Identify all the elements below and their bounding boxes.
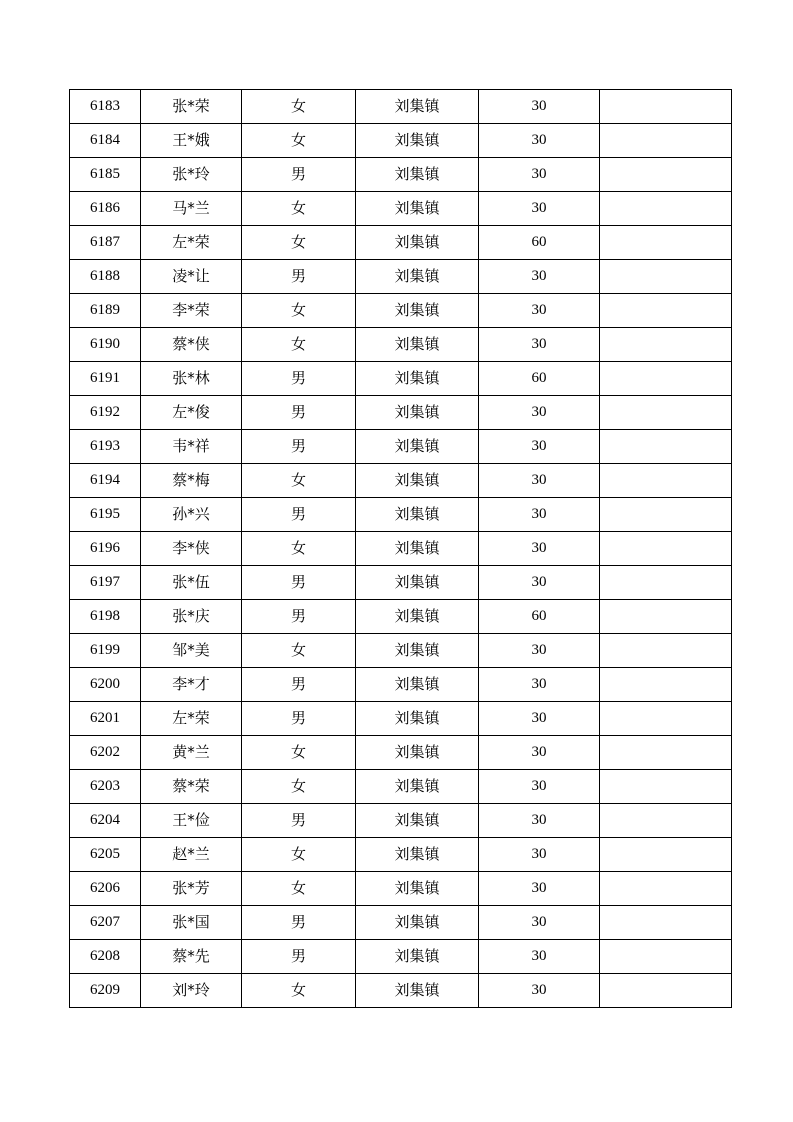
cell-note [600, 260, 732, 294]
cell-name: 左*荣 [141, 702, 242, 736]
cell-name: 张*荣 [141, 90, 242, 124]
cell-note [600, 124, 732, 158]
table-row [70, 430, 732, 464]
cell-town: 刘集镇 [356, 464, 479, 498]
cell-town: 刘集镇 [356, 736, 479, 770]
cell-sex: 女 [242, 328, 356, 362]
cell-id: 6191 [70, 362, 141, 396]
cell-town: 刘集镇 [356, 668, 479, 702]
table-row [70, 838, 732, 872]
cell-name: 黄*兰 [141, 736, 242, 770]
cell-note [600, 226, 732, 260]
cell-id: 6196 [70, 532, 141, 566]
cell-amount: 30 [479, 940, 600, 974]
table-row [70, 396, 732, 430]
cell-note [600, 362, 732, 396]
cell-sex: 男 [242, 600, 356, 634]
cell-amount: 30 [479, 634, 600, 668]
cell-note [600, 804, 732, 838]
cell-note [600, 566, 732, 600]
table-row [70, 90, 732, 124]
cell-id: 6199 [70, 634, 141, 668]
cell-sex: 男 [242, 362, 356, 396]
cell-amount: 30 [479, 974, 600, 1008]
cell-note [600, 396, 732, 430]
cell-amount: 30 [479, 702, 600, 736]
cell-amount: 30 [479, 566, 600, 600]
cell-note [600, 430, 732, 464]
table-row [70, 872, 732, 906]
cell-town: 刘集镇 [356, 362, 479, 396]
cell-id: 6205 [70, 838, 141, 872]
cell-note [600, 532, 732, 566]
cell-town: 刘集镇 [356, 532, 479, 566]
cell-sex: 女 [242, 770, 356, 804]
cell-name: 王*俭 [141, 804, 242, 838]
table-row [70, 192, 732, 226]
cell-name: 蔡*先 [141, 940, 242, 974]
table-row [70, 124, 732, 158]
table-row [70, 702, 732, 736]
cell-sex: 男 [242, 940, 356, 974]
cell-id: 6186 [70, 192, 141, 226]
cell-town: 刘集镇 [356, 498, 479, 532]
cell-town: 刘集镇 [356, 396, 479, 430]
cell-town: 刘集镇 [356, 974, 479, 1008]
cell-sex: 女 [242, 736, 356, 770]
cell-note [600, 906, 732, 940]
cell-amount: 30 [479, 124, 600, 158]
cell-name: 左*俊 [141, 396, 242, 430]
cell-id: 6209 [70, 974, 141, 1008]
cell-note [600, 736, 732, 770]
cell-note [600, 940, 732, 974]
cell-town: 刘集镇 [356, 192, 479, 226]
cell-sex: 女 [242, 872, 356, 906]
table-row [70, 566, 732, 600]
cell-town: 刘集镇 [356, 770, 479, 804]
table-row [70, 328, 732, 362]
cell-sex: 女 [242, 532, 356, 566]
table-row [70, 906, 732, 940]
cell-sex: 女 [242, 838, 356, 872]
cell-note [600, 872, 732, 906]
cell-name: 张*芳 [141, 872, 242, 906]
cell-sex: 女 [242, 974, 356, 1008]
cell-name: 马*兰 [141, 192, 242, 226]
cell-sex: 男 [242, 430, 356, 464]
cell-note [600, 192, 732, 226]
cell-id: 6208 [70, 940, 141, 974]
cell-amount: 30 [479, 906, 600, 940]
cell-amount: 30 [479, 192, 600, 226]
cell-name: 张*国 [141, 906, 242, 940]
cell-amount: 30 [479, 532, 600, 566]
cell-note [600, 158, 732, 192]
cell-amount: 30 [479, 770, 600, 804]
cell-amount: 30 [479, 498, 600, 532]
cell-town: 刘集镇 [356, 260, 479, 294]
cell-name: 王*娥 [141, 124, 242, 158]
cell-name: 蔡*梅 [141, 464, 242, 498]
cell-id: 6193 [70, 430, 141, 464]
table-row [70, 226, 732, 260]
table-row [70, 668, 732, 702]
cell-name: 孙*兴 [141, 498, 242, 532]
cell-amount: 30 [479, 872, 600, 906]
cell-town: 刘集镇 [356, 158, 479, 192]
cell-name: 张*伍 [141, 566, 242, 600]
cell-note [600, 974, 732, 1008]
cell-sex: 女 [242, 124, 356, 158]
roster-table-container [69, 89, 725, 1008]
cell-amount: 30 [479, 464, 600, 498]
cell-id: 6195 [70, 498, 141, 532]
cell-name: 刘*玲 [141, 974, 242, 1008]
cell-id: 6184 [70, 124, 141, 158]
table-row [70, 804, 732, 838]
cell-town: 刘集镇 [356, 634, 479, 668]
cell-name: 韦*祥 [141, 430, 242, 464]
cell-id: 6198 [70, 600, 141, 634]
cell-id: 6185 [70, 158, 141, 192]
cell-amount: 30 [479, 804, 600, 838]
table-row [70, 498, 732, 532]
cell-name: 凌*让 [141, 260, 242, 294]
cell-amount: 30 [479, 668, 600, 702]
cell-id: 6183 [70, 90, 141, 124]
cell-sex: 男 [242, 498, 356, 532]
cell-sex: 男 [242, 566, 356, 600]
cell-name: 李*才 [141, 668, 242, 702]
cell-id: 6190 [70, 328, 141, 362]
cell-amount: 30 [479, 430, 600, 464]
cell-town: 刘集镇 [356, 906, 479, 940]
table-row [70, 600, 732, 634]
cell-town: 刘集镇 [356, 940, 479, 974]
table-row [70, 532, 732, 566]
cell-town: 刘集镇 [356, 124, 479, 158]
table-row [70, 940, 732, 974]
cell-town: 刘集镇 [356, 226, 479, 260]
cell-sex: 男 [242, 158, 356, 192]
cell-name: 邹*美 [141, 634, 242, 668]
cell-note [600, 464, 732, 498]
cell-note [600, 702, 732, 736]
table-row [70, 294, 732, 328]
cell-town: 刘集镇 [356, 328, 479, 362]
cell-amount: 30 [479, 260, 600, 294]
cell-name: 张*林 [141, 362, 242, 396]
cell-note [600, 90, 732, 124]
cell-town: 刘集镇 [356, 838, 479, 872]
cell-id: 6206 [70, 872, 141, 906]
cell-amount: 60 [479, 600, 600, 634]
cell-id: 6189 [70, 294, 141, 328]
cell-id: 6207 [70, 906, 141, 940]
table-row [70, 974, 732, 1008]
cell-id: 6187 [70, 226, 141, 260]
cell-id: 6201 [70, 702, 141, 736]
cell-amount: 30 [479, 838, 600, 872]
cell-name: 张*庆 [141, 600, 242, 634]
cell-name: 左*荣 [141, 226, 242, 260]
cell-town: 刘集镇 [356, 294, 479, 328]
cell-town: 刘集镇 [356, 600, 479, 634]
cell-sex: 男 [242, 260, 356, 294]
cell-sex: 男 [242, 906, 356, 940]
cell-name: 李*荣 [141, 294, 242, 328]
cell-sex: 男 [242, 804, 356, 838]
cell-sex: 女 [242, 294, 356, 328]
table-row [70, 260, 732, 294]
roster-table [69, 89, 732, 1008]
cell-town: 刘集镇 [356, 702, 479, 736]
cell-amount: 30 [479, 736, 600, 770]
cell-note [600, 294, 732, 328]
cell-name: 蔡*侠 [141, 328, 242, 362]
cell-name: 李*侠 [141, 532, 242, 566]
cell-town: 刘集镇 [356, 872, 479, 906]
table-row [70, 464, 732, 498]
cell-name: 张*玲 [141, 158, 242, 192]
cell-id: 6192 [70, 396, 141, 430]
cell-sex: 女 [242, 226, 356, 260]
cell-sex: 男 [242, 396, 356, 430]
cell-sex: 女 [242, 634, 356, 668]
cell-town: 刘集镇 [356, 430, 479, 464]
table-row [70, 158, 732, 192]
cell-note [600, 498, 732, 532]
cell-amount: 30 [479, 158, 600, 192]
table-row [70, 362, 732, 396]
cell-sex: 男 [242, 702, 356, 736]
cell-name: 蔡*荣 [141, 770, 242, 804]
cell-note [600, 328, 732, 362]
cell-sex: 女 [242, 90, 356, 124]
cell-town: 刘集镇 [356, 566, 479, 600]
cell-amount: 30 [479, 294, 600, 328]
table-row [70, 770, 732, 804]
cell-sex: 女 [242, 464, 356, 498]
table-row [70, 634, 732, 668]
table-row [70, 736, 732, 770]
cell-sex: 女 [242, 192, 356, 226]
cell-id: 6200 [70, 668, 141, 702]
cell-amount: 60 [479, 226, 600, 260]
cell-id: 6197 [70, 566, 141, 600]
cell-note [600, 838, 732, 872]
cell-note [600, 668, 732, 702]
cell-id: 6204 [70, 804, 141, 838]
cell-sex: 男 [242, 668, 356, 702]
cell-amount: 30 [479, 90, 600, 124]
cell-id: 6194 [70, 464, 141, 498]
cell-name: 赵*兰 [141, 838, 242, 872]
cell-id: 6202 [70, 736, 141, 770]
cell-amount: 60 [479, 362, 600, 396]
cell-amount: 30 [479, 328, 600, 362]
cell-id: 6203 [70, 770, 141, 804]
cell-id: 6188 [70, 260, 141, 294]
cell-note [600, 770, 732, 804]
cell-town: 刘集镇 [356, 90, 479, 124]
cell-amount: 30 [479, 396, 600, 430]
cell-note [600, 634, 732, 668]
cell-note [600, 600, 732, 634]
cell-town: 刘集镇 [356, 804, 479, 838]
